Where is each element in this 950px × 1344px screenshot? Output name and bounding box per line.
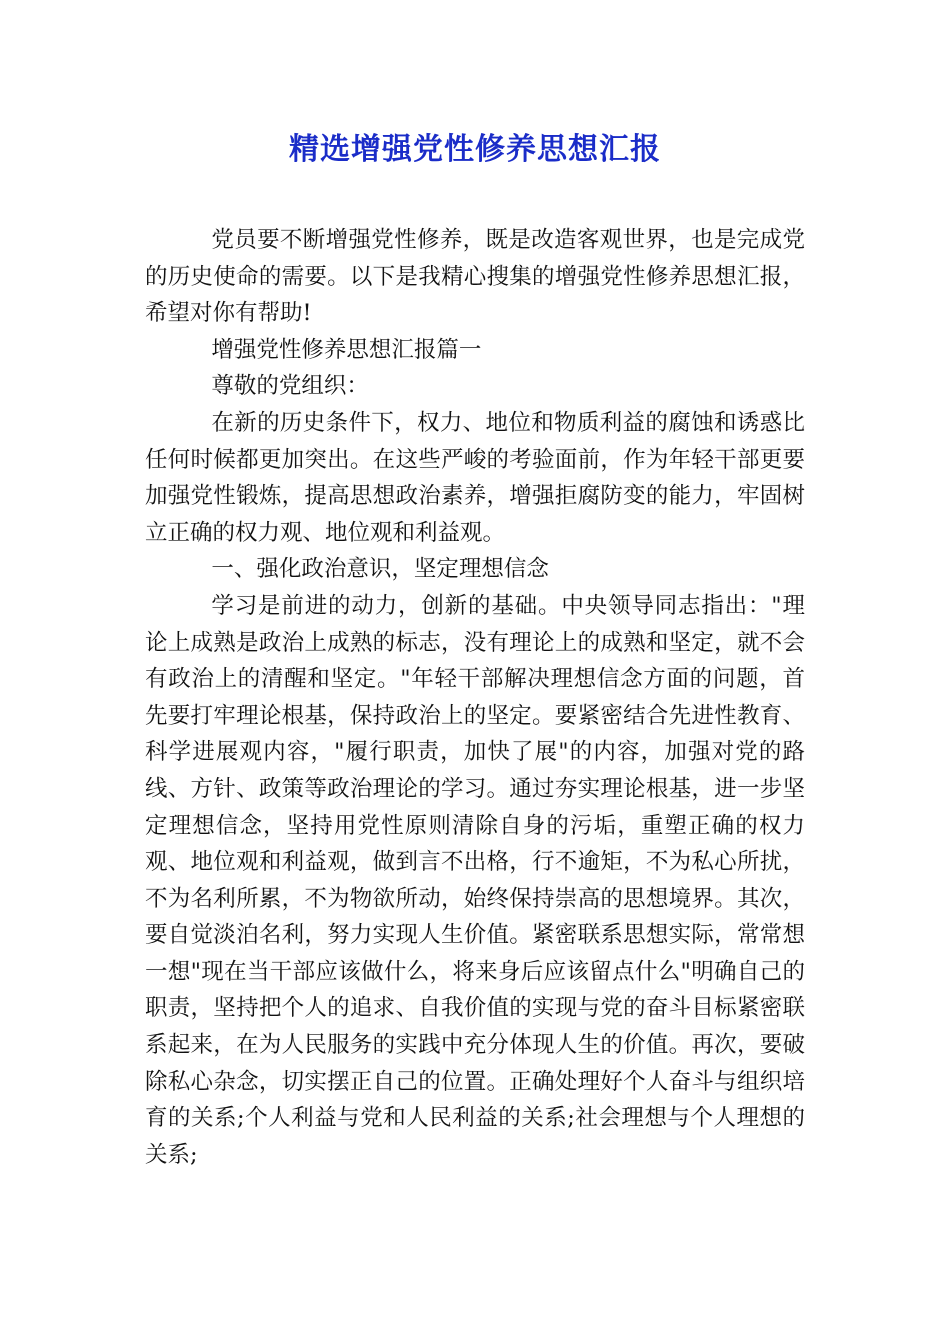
- document-body: [145, 222, 805, 1173]
- paragraph-section-heading: 增强党性修养思想汇报篇一: [211, 336, 482, 363]
- document-title: 精选增强党性修养思想汇报: [289, 132, 661, 167]
- paragraph-main: 学习是前进的动力，创新的基础。中央领导同志指出："理论上成熟是政治上成熟的标志，没有理论上的成熟和坚定，就不会有政治上的清醒和坚定。"年轻干部解决理想信念方面的问题，首先要打牢理论根基，保持政治上的坚定。要紧密结合先进性教育、科学进展观内容，"履行职责，加快了展"的内容，加强对党的路线、方针、政策等政治理论的学习。通过夯实理论根基，进一步坚定理想信念，坚持用党性原则清除自身的污垢，重塑正确的权力观、地位观和利益观，做到言不出格，行不逾矩，不为私心所扰，不为名利所累，不为物欲所动，始终保持崇高的思想境界。其次，要自觉淡泊名利，努力实现人生价值。紧密联系思想实际，常常想一想"现在当干部应该做什么，将来身后应该留点什么"明确自己的职责，坚持把个人的追求、自我价值的实现与党的奋斗目标紧密联系起来，在为人民服务的实践中充分体现人生的价值。再次，要破除私心杂念，切实摆正自己的位置。正确处理好个人奋斗与组织培育的关系;个人利益与党和人民利益的关系;社会理想与个人理想的关系;: [145, 592, 805, 1168]
- paragraph-context: 在新的历史条件下，权力、地位和物质利益的腐蚀和诱惑比任何时候都更加突出。在这些严峻的考验面前，作为年轻干部更要加强党性锻炼，提高思想政治素养，增强拒腐防变的能力，牢固树立正确的权力观、地位观和利益观。: [145, 409, 805, 546]
- paragraph-intro: 党员要不断增强党性修养，既是改造客观世界，也是完成党的历史使命的需要。以下是我精心搜集的增强党性修养思想汇报，希望对你有帮助!: [145, 227, 805, 327]
- paragraph-subheading: 一、强化政治意识，坚定理想信念: [211, 556, 549, 583]
- paragraph-salutation: 尊敬的党组织：: [211, 373, 369, 400]
